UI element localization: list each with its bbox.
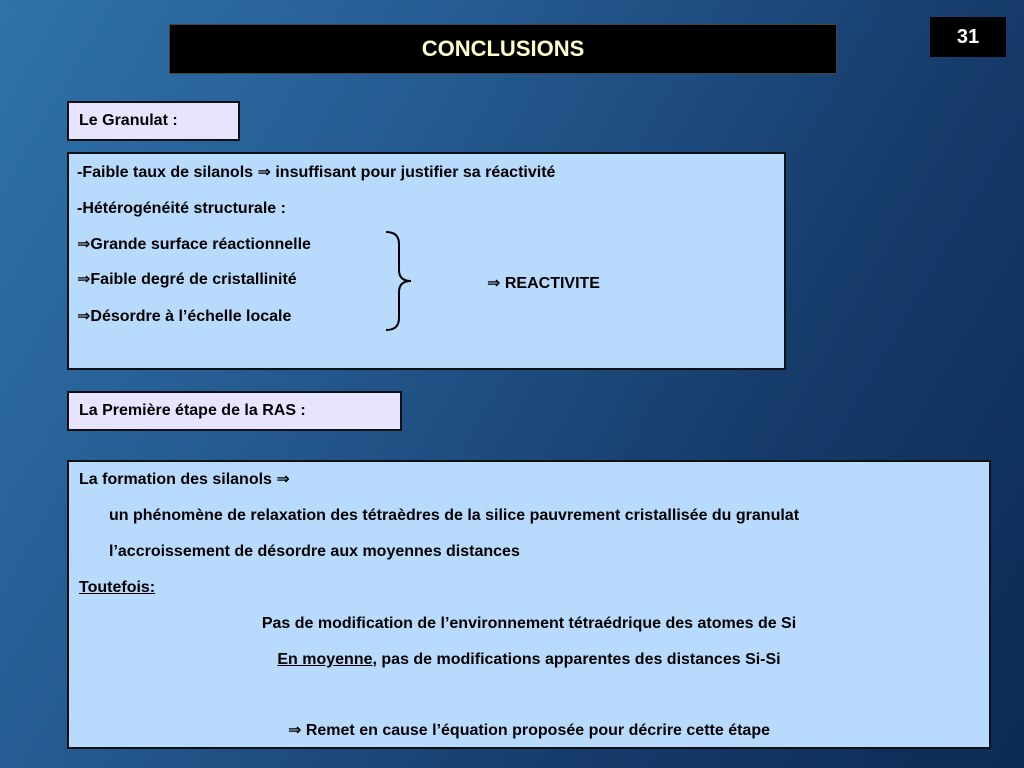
ras-box [67, 460, 991, 749]
ras-conclusion: ⇒ Remet en cause l’équation proposée pour décrire cette étape [288, 722, 770, 739]
item-text: Hétérogénéité structurale : [82, 200, 286, 217]
toutefois-heading: Toutefois: [79, 579, 156, 596]
bullet-prefix: - [77, 164, 83, 181]
ras-intro: La formation des silanols ⇒ [79, 471, 290, 488]
implies-arrow: ⇒ [77, 236, 91, 253]
centered-2-rest: , pas de modifications apparentes des distances Si-Si [372, 651, 781, 668]
slide-title: CONCLUSIONS [169, 24, 837, 74]
bullet-prefix: - [77, 200, 83, 217]
item-text: Faible degré de cristallinité [90, 271, 297, 288]
granulat-item-4 [77, 270, 297, 290]
ras-label: La Première étape de la RAS : [67, 391, 402, 431]
granulat-label: Le Granulat : [67, 101, 240, 141]
granulat-item-3 [77, 235, 311, 255]
implies-arrow: ⇒ [77, 308, 91, 325]
ras-centered-2 [69, 650, 989, 670]
ras-point-2: l’accroissement de désordre aux moyennes distances [109, 543, 520, 560]
ras-centered-1: Pas de modification de l’environnement tétraédrique des atomes de Si [261, 615, 797, 632]
implies-arrow: ⇒ [77, 271, 91, 288]
granulat-box [67, 152, 786, 370]
ras-point-1: un phénomène de relaxation des tétraèdres de la silice pauvrement cristallisée du granulat [109, 507, 800, 524]
item-text: Grande surface réactionnelle [90, 236, 311, 253]
item-text: Désordre à l’échelle locale [90, 308, 292, 325]
item-text: Faible taux de silanols ⇒ insuffisant pour justifier sa réactivité [82, 164, 556, 181]
granulat-item-1 [77, 163, 555, 183]
right-brace-icon [383, 230, 423, 332]
reactivite-result: ⇒ REACTIVITE [487, 275, 600, 292]
en-moyenne-text: En moyenne [277, 651, 373, 668]
page-number: 31 [930, 17, 1006, 57]
granulat-item-5 [77, 307, 291, 327]
granulat-item-2 [77, 199, 286, 219]
